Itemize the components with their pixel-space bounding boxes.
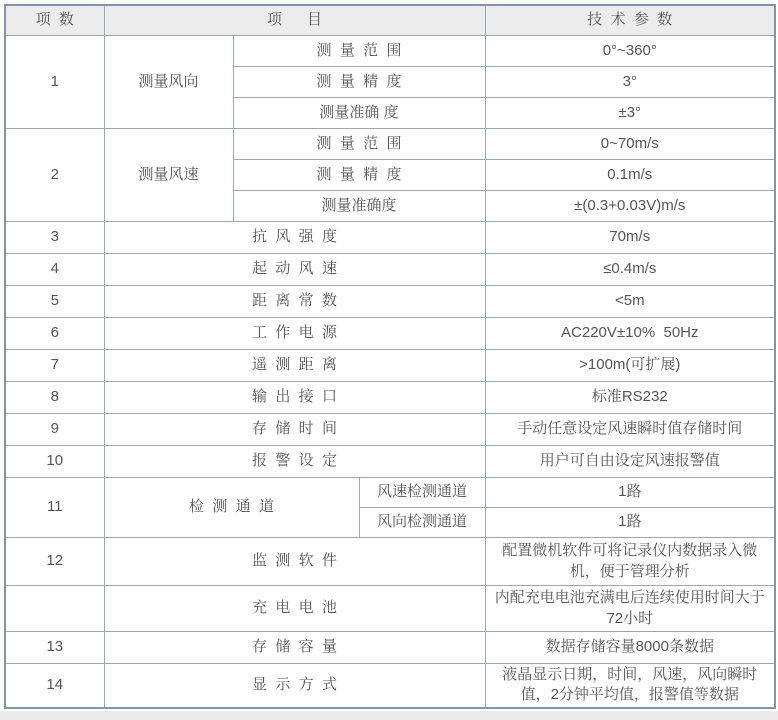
row-number-cell: 9 (5, 414, 104, 446)
table-row (5, 318, 775, 350)
param-value-cell: ≤0.4m/s (485, 254, 775, 286)
spec-table (4, 4, 776, 709)
table-row (5, 478, 775, 508)
row-number-cell: 4 (5, 254, 104, 286)
header-item: 项 目 (104, 5, 485, 36)
row-number-cell (5, 586, 104, 632)
item-label-cell: 起 动 风 速 (104, 254, 485, 286)
param-value-cell: 1路 (485, 508, 775, 538)
param-value-cell: 0~70m/s (485, 129, 775, 160)
param-value-cell: 数据存储容量8000条数据 (485, 632, 775, 664)
row-number-cell: 10 (5, 446, 104, 478)
param-value-cell: ±(0.3+0.03V)m/s (485, 191, 775, 222)
table-row (5, 286, 775, 318)
sub-item-label-cell: 测 量 精 度 (233, 160, 485, 191)
param-value-cell: ±3° (485, 98, 775, 129)
param-value-cell: AC220V±10% 50Hz (485, 318, 775, 350)
row-number-cell: 6 (5, 318, 104, 350)
table-row (5, 350, 775, 382)
item-label-cell: 报 警 设 定 (104, 446, 485, 478)
param-value-cell: 配置微机软件可将记录仪内数据录入微机，便于管理分析 (485, 538, 775, 586)
table-row (5, 538, 775, 586)
item-label-cell: 抗 风 强 度 (104, 222, 485, 254)
item-label-cell: 存 储 时 间 (104, 414, 485, 446)
param-value-cell: 液晶显示日期，时间，风速，风向瞬时值，2分钟平均值，报警值等数据 (485, 664, 775, 708)
item-label-cell: 输 出 接 口 (104, 382, 485, 414)
param-value-cell: 3° (485, 67, 775, 98)
item-label-cell: 检 测 通 道 (104, 478, 359, 538)
row-number-cell: 1 (5, 36, 104, 129)
item-label-cell: 距 离 常 数 (104, 286, 485, 318)
table-row (5, 382, 775, 414)
item-label-cell: 存 储 容 量 (104, 632, 485, 664)
row-number-cell: 2 (5, 129, 104, 222)
item-label-cell: 测量风向 (104, 36, 233, 129)
page-bottom-strip (0, 711, 778, 720)
table-row (5, 446, 775, 478)
sub-item-label-cell: 风向检测通道 (359, 508, 485, 538)
sub-item-label-cell: 测量准确度 (233, 191, 485, 222)
param-value-cell: 0°~360° (485, 36, 775, 67)
table-row (5, 36, 775, 67)
header-item-number: 项 数 (5, 5, 104, 36)
param-value-cell: 1路 (485, 478, 775, 508)
row-number-cell: 11 (5, 478, 104, 538)
item-label-cell: 工 作 电 源 (104, 318, 485, 350)
row-number-cell: 8 (5, 382, 104, 414)
item-label-cell: 遥 测 距 离 (104, 350, 485, 382)
table-row (5, 414, 775, 446)
item-label-cell: 监 测 软 件 (104, 538, 485, 586)
table-row (5, 664, 775, 708)
sub-item-label-cell: 测 量 精 度 (233, 67, 485, 98)
param-value-cell: 用户可自由设定风速报警值 (485, 446, 775, 478)
sub-item-label-cell: 风速检测通道 (359, 478, 485, 508)
param-value-cell: <5m (485, 286, 775, 318)
sub-item-label-cell: 测 量 范 围 (233, 129, 485, 160)
table-row (5, 129, 775, 160)
sub-item-label-cell: 测量准确 度 (233, 98, 485, 129)
header-row (5, 5, 775, 36)
item-label-cell: 显 示 方 式 (104, 664, 485, 708)
sub-item-label-cell: 测 量 范 围 (233, 36, 485, 67)
row-number-cell: 13 (5, 632, 104, 664)
param-value-cell: 70m/s (485, 222, 775, 254)
param-value-cell: 内配充电电池充满电后连续使用时间大于72小时 (485, 586, 775, 632)
param-value-cell: 标准RS232 (485, 382, 775, 414)
table-row (5, 586, 775, 632)
param-value-cell: 0.1m/s (485, 160, 775, 191)
param-value-cell: >100m(可扩展) (485, 350, 775, 382)
table-row (5, 222, 775, 254)
header-tech-params: 技 术 参 数 (485, 5, 775, 36)
row-number-cell: 14 (5, 664, 104, 708)
item-label-cell: 充 电 电 池 (104, 586, 485, 632)
item-label-cell: 测量风速 (104, 129, 233, 222)
row-number-cell: 5 (5, 286, 104, 318)
row-number-cell: 12 (5, 538, 104, 586)
row-number-cell: 7 (5, 350, 104, 382)
table-row (5, 254, 775, 286)
row-number-cell: 3 (5, 222, 104, 254)
param-value-cell: 手动任意设定风速瞬时值存储时间 (485, 414, 775, 446)
table-row (5, 632, 775, 664)
